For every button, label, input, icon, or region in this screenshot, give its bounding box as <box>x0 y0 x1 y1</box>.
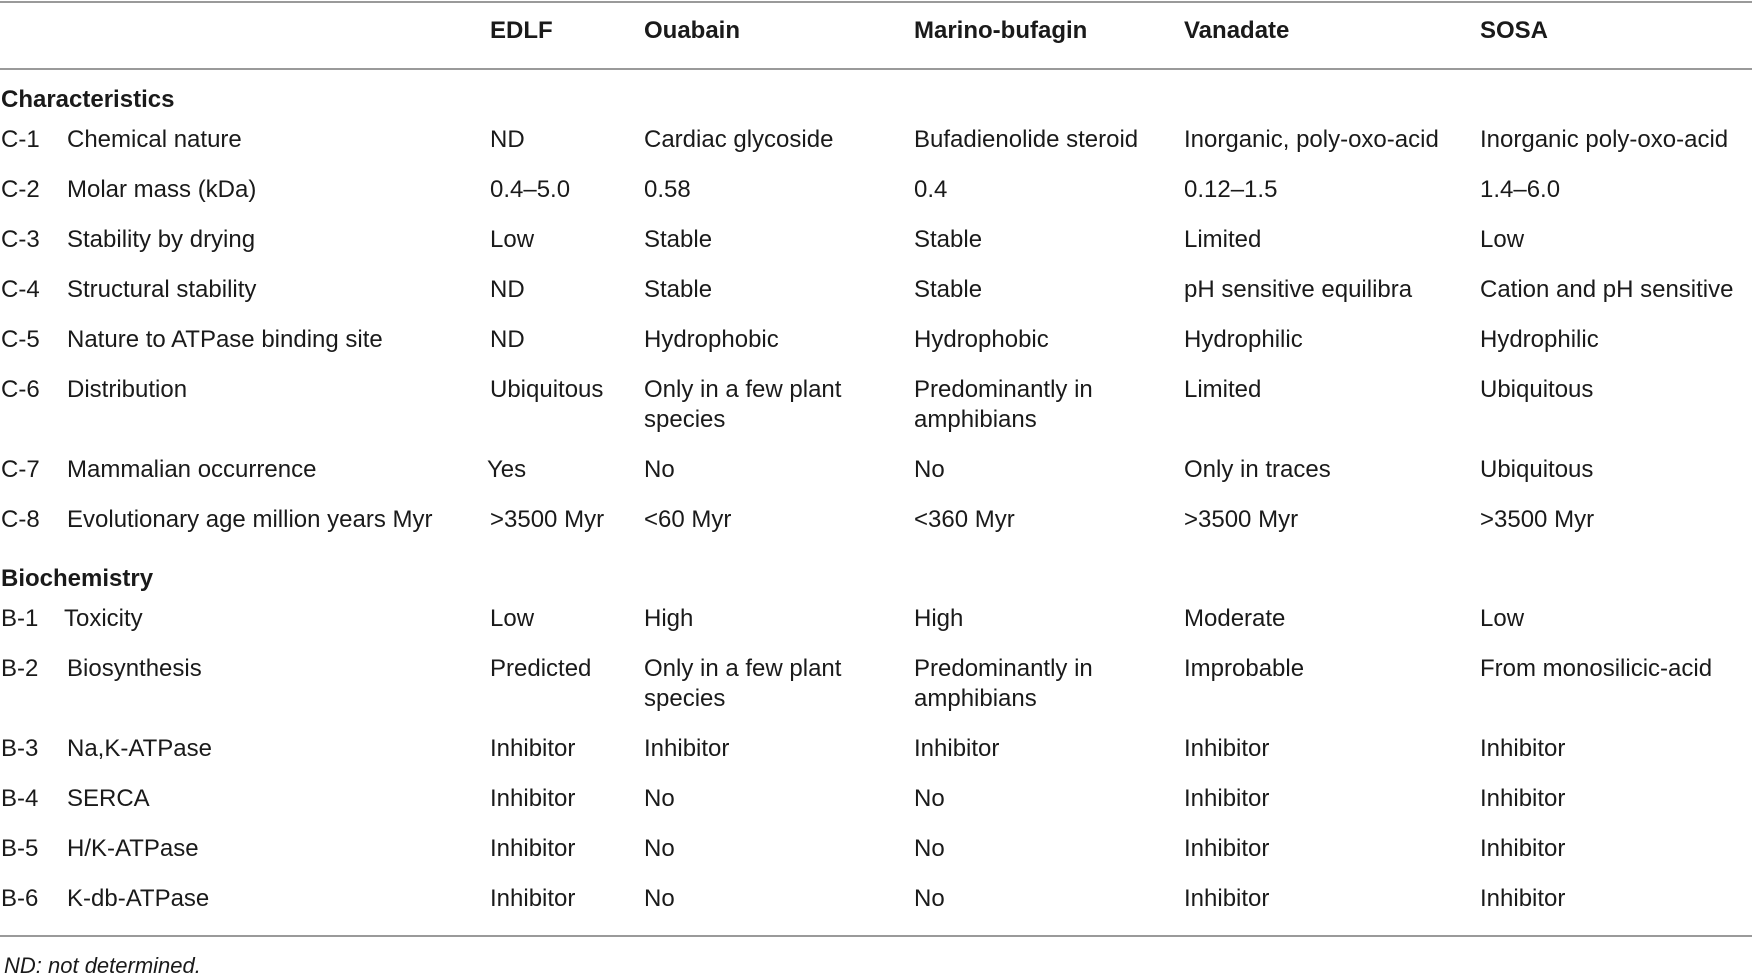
section-title-biochemistry: Biochemistry <box>1 565 154 592</box>
cell-marino-bufagin: No <box>914 785 945 812</box>
top-rule <box>0 1 1752 3</box>
cell-sosa: Inhibitor <box>1480 735 1566 762</box>
column-header-sosa: SOSA <box>1480 17 1549 44</box>
cell-marino-bufagin: Predominantly in amphibians <box>914 655 1093 712</box>
cell-sosa: Low <box>1480 226 1525 253</box>
cell-sosa: Inhibitor <box>1480 785 1566 812</box>
cell-marino-bufagin: No <box>914 456 945 483</box>
cell-ouabain: Inhibitor <box>644 735 730 762</box>
cell-ouabain: <60 Myr <box>644 506 732 533</box>
header-rule <box>0 68 1752 70</box>
row-code: C-4 <box>1 276 40 303</box>
row-code: C-3 <box>1 226 40 253</box>
cell-vanadate: Hydrophilic <box>1184 326 1303 353</box>
cell-edlf: Predicted <box>490 655 592 682</box>
cell-vanadate: Inorganic, poly-oxo-acid <box>1184 126 1439 153</box>
section-title-characteristics: Characteristics <box>1 86 175 113</box>
cell-marino-bufagin: Predominantly in amphibians <box>914 376 1093 433</box>
cell-vanadate: 0.12–1.5 <box>1184 176 1278 203</box>
cell-vanadate: Inhibitor <box>1184 885 1270 912</box>
cell-sosa: Ubiquitous <box>1480 456 1594 483</box>
column-header-vanadate: Vanadate <box>1184 17 1290 44</box>
row-label: H/K-ATPase <box>67 835 199 862</box>
cell-edlf: ND <box>490 326 525 353</box>
row-label: Biosynthesis <box>67 655 202 682</box>
row-label: Stability by drying <box>67 226 256 253</box>
row-label: Evolutionary age million years Myr <box>67 506 433 533</box>
row-code: B-4 <box>1 785 39 812</box>
row-code: B-1 <box>1 605 39 632</box>
cell-marino-bufagin: No <box>914 835 945 862</box>
row-label: Nature to ATPase binding site <box>67 326 383 353</box>
row-code: C-2 <box>1 176 40 203</box>
cell-vanadate: Limited <box>1184 226 1262 253</box>
cell-sosa: Inorganic poly-oxo-acid <box>1480 126 1729 153</box>
row-label: Distribution <box>67 376 188 403</box>
cell-marino-bufagin: Inhibitor <box>914 735 1000 762</box>
cell-vanadate: Only in traces <box>1184 456 1331 483</box>
column-header-edlf: EDLF <box>490 17 553 44</box>
cell-edlf: Inhibitor <box>490 735 576 762</box>
row-code: B-5 <box>1 835 39 862</box>
cell-ouabain: No <box>644 456 675 483</box>
cell-marino-bufagin: Bufadienolide steroid <box>914 126 1139 153</box>
cell-sosa: Hydrophilic <box>1480 326 1599 353</box>
cell-vanadate: pH sensitive equilibra <box>1184 276 1413 303</box>
cell-ouabain: Only in a few plant species <box>644 655 842 712</box>
row-code: C-6 <box>1 376 40 403</box>
cell-edlf: Inhibitor <box>490 785 576 812</box>
table-footnote: ND: not determined. <box>4 953 201 978</box>
row-code: B-2 <box>1 655 39 682</box>
row-label: Molar mass (kDa) <box>67 176 257 203</box>
cell-sosa: From monosilicic-acid <box>1480 655 1713 682</box>
cell-edlf: Low <box>490 226 535 253</box>
cell-sosa: >3500 Myr <box>1480 506 1595 533</box>
column-header-marino-bufagin: Marino-bufagin <box>914 17 1088 44</box>
cell-ouabain: Cardiac glycoside <box>644 126 834 153</box>
cell-ouabain: 0.58 <box>644 176 691 203</box>
column-header-ouabain: Ouabain <box>644 17 741 44</box>
row-code: B-6 <box>1 885 39 912</box>
cell-ouabain: No <box>644 885 675 912</box>
cell-vanadate: >3500 Myr <box>1184 506 1299 533</box>
cell-marino-bufagin: No <box>914 885 945 912</box>
cell-sosa: Inhibitor <box>1480 885 1566 912</box>
cell-sosa: Inhibitor <box>1480 835 1566 862</box>
cell-ouabain: Stable <box>644 226 713 253</box>
cell-vanadate: Moderate <box>1184 605 1286 632</box>
cell-marino-bufagin: Hydrophobic <box>914 326 1049 353</box>
cell-ouabain: No <box>644 835 675 862</box>
cell-sosa: 1.4–6.0 <box>1480 176 1561 203</box>
cell-ouabain: No <box>644 785 675 812</box>
row-label: Chemical nature <box>67 126 242 153</box>
cell-vanadate: Inhibitor <box>1184 785 1270 812</box>
cell-edlf: 0.4–5.0 <box>490 176 571 203</box>
cell-vanadate: Improbable <box>1184 655 1305 682</box>
cell-marino-bufagin: Stable <box>914 226 983 253</box>
row-label: Na,K-ATPase <box>67 735 212 762</box>
row-code: C-1 <box>1 126 40 153</box>
cell-ouabain: Hydrophobic <box>644 326 779 353</box>
cell-vanadate: Inhibitor <box>1184 735 1270 762</box>
cell-marino-bufagin: <360 Myr <box>914 506 1015 533</box>
row-code: B-3 <box>1 735 39 762</box>
row-label: SERCA <box>67 785 150 812</box>
row-label: K-db-ATPase <box>67 885 210 912</box>
cell-edlf: ND <box>490 126 525 153</box>
cell-edlf: Low <box>490 605 535 632</box>
bottom-rule <box>0 935 1752 937</box>
cell-marino-bufagin: High <box>914 605 964 632</box>
cell-ouabain: Stable <box>644 276 713 303</box>
row-label: Toxicity <box>64 605 143 632</box>
cell-sosa: Cation and pH sensitive <box>1480 276 1734 303</box>
cell-edlf: Ubiquitous <box>490 376 604 403</box>
cell-sosa: Low <box>1480 605 1525 632</box>
cell-edlf: Inhibitor <box>490 835 576 862</box>
row-label: Structural stability <box>67 276 257 303</box>
cell-edlf: ND <box>490 276 525 303</box>
row-code: C-8 <box>1 506 40 533</box>
cell-edlf: Inhibitor <box>490 885 576 912</box>
cell-ouabain: High <box>644 605 694 632</box>
row-label: Mammalian occurrence <box>67 456 317 483</box>
cell-vanadate: Limited <box>1184 376 1262 403</box>
cell-edlf: >3500 Myr <box>490 506 605 533</box>
cell-vanadate: Inhibitor <box>1184 835 1270 862</box>
row-code: C-5 <box>1 326 40 353</box>
cell-marino-bufagin: 0.4 <box>914 176 948 203</box>
row-code: C-7 <box>1 456 40 483</box>
cell-marino-bufagin: Stable <box>914 276 983 303</box>
cell-edlf: Yes <box>487 456 527 483</box>
cell-ouabain: Only in a few plant species <box>644 376 842 433</box>
cell-sosa: Ubiquitous <box>1480 376 1594 403</box>
